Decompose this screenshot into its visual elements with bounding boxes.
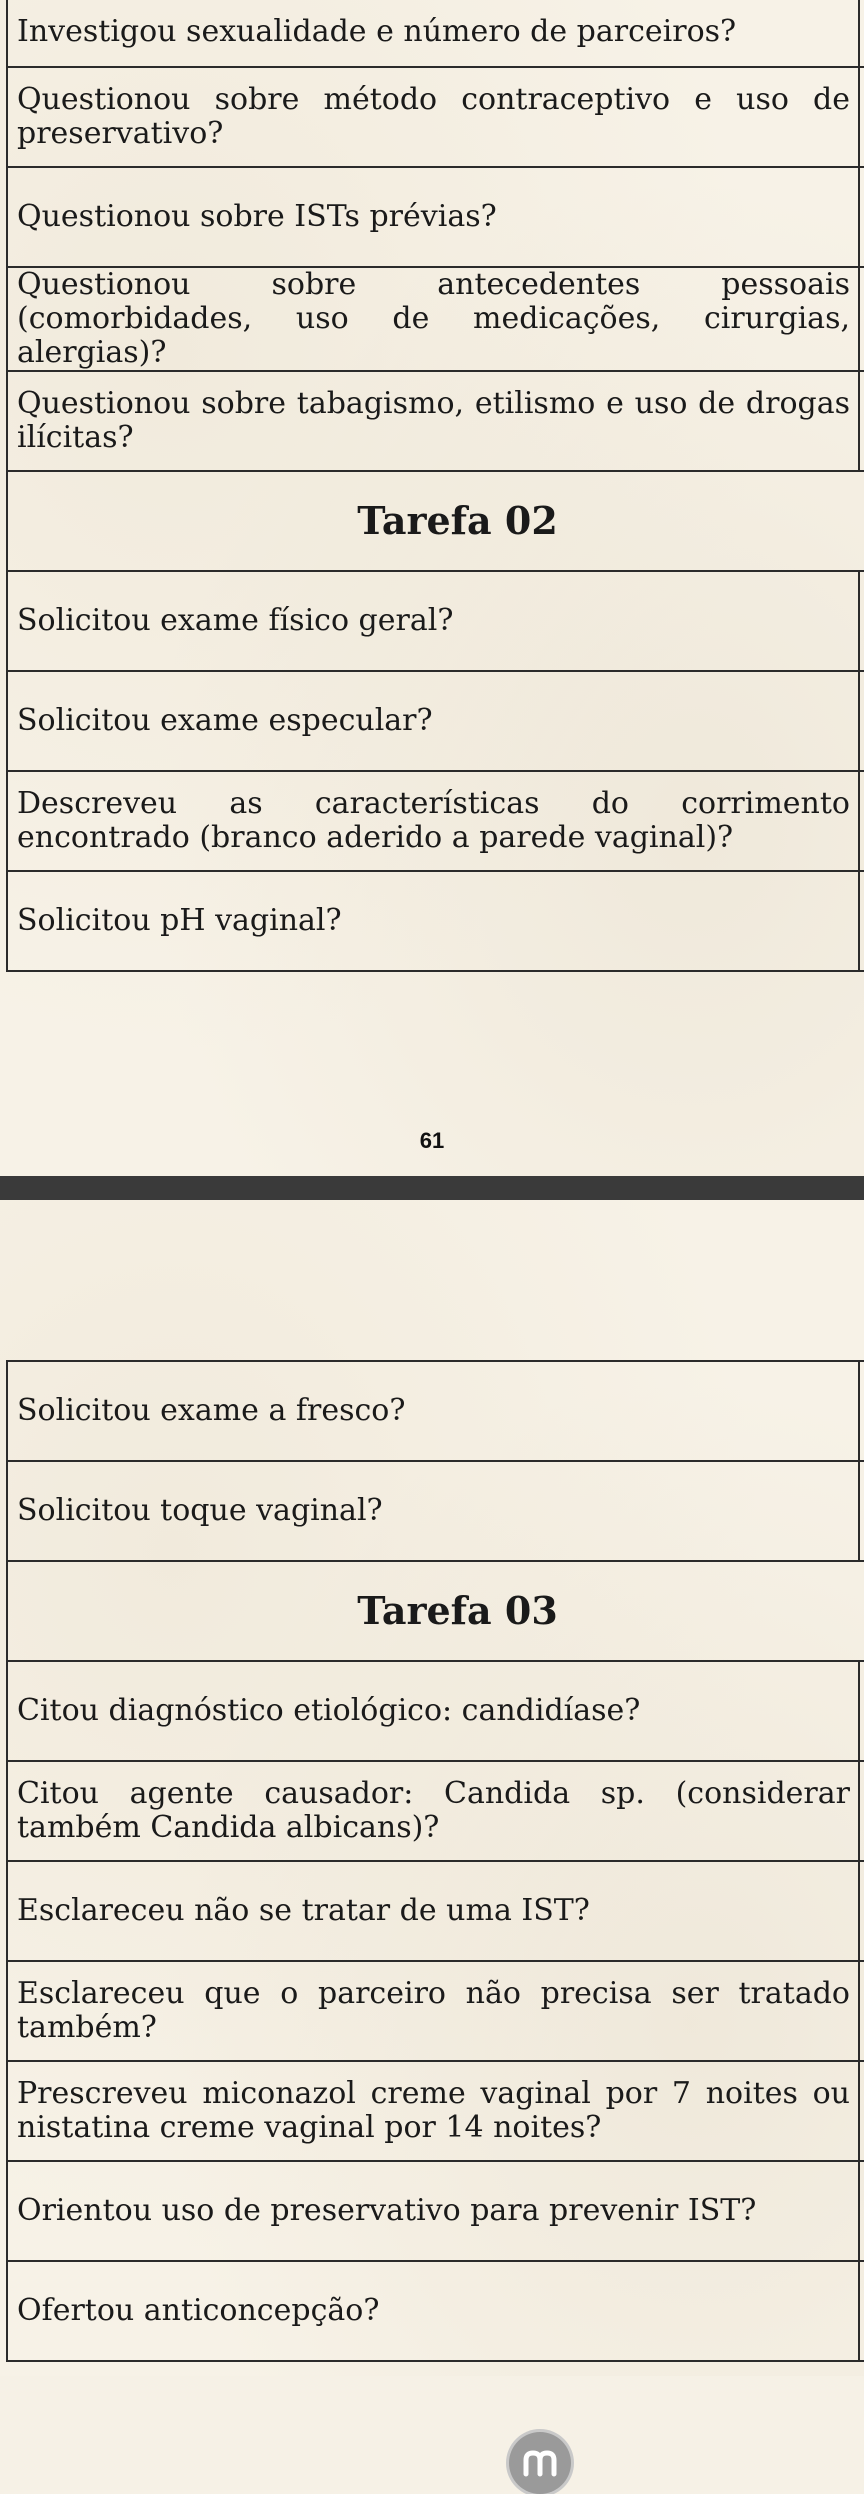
checklist-mark-cell[interactable] (859, 671, 864, 771)
checklist-item-text: Esclareceu não se tratar de uma IST? (7, 1861, 859, 1961)
checklist-row (7, 2061, 864, 2161)
checklist-row (7, 2161, 864, 2261)
checklist-mark-cell[interactable] (859, 0, 864, 67)
task-header-row (7, 1561, 864, 1661)
checklist-item-text: Descreveu as características do corrimento encontrado (branco aderido a parede vaginal)? (7, 771, 859, 871)
checklist-row (7, 0, 864, 67)
document-page-bottom (0, 1200, 864, 2376)
checklist-row (7, 571, 864, 671)
checklist-row (7, 2261, 864, 2361)
checklist-item-text: Questionou sobre tabagismo, etilismo e uso de drogas ilícitas? (7, 371, 859, 471)
checklist-mark-cell[interactable] (859, 1361, 864, 1461)
checklist-mark-cell[interactable] (859, 1961, 864, 2061)
checklist-item-text: Investigou sexualidade e número de parceiros? (7, 0, 859, 67)
checklist-mark-cell[interactable] (859, 167, 864, 267)
checklist-item-text: Solicitou exame a fresco? (7, 1361, 859, 1461)
checklist-item-text: Solicitou exame especular? (7, 671, 859, 771)
page-divider (0, 1176, 864, 1200)
checklist-item-text: Orientou uso de preservativo para prevenir IST? (7, 2161, 859, 2261)
checklist-row (7, 1361, 864, 1461)
checklist-item-text: Citou agente causador: Candida sp. (considerar também Candida albicans)? (7, 1761, 859, 1861)
checklist-row (7, 1661, 864, 1761)
checklist-row (7, 167, 864, 267)
task-header-row (7, 471, 864, 571)
checklist-mark-cell[interactable] (859, 771, 864, 871)
checklist-item-text: Prescreveu miconazol creme vaginal por 7 noites ou nistatina creme vaginal por 14 noites? (7, 2061, 859, 2161)
checklist-row (7, 1861, 864, 1961)
checklist-mark-cell[interactable] (859, 1761, 864, 1861)
checklist-row (7, 1761, 864, 1861)
logo-icon (509, 2432, 571, 2494)
checklist-mark-cell[interactable] (859, 267, 864, 371)
checklist-row (7, 1461, 864, 1561)
document-page-top (0, 0, 864, 1176)
checklist-table-bottom (6, 1360, 864, 2362)
checklist-item-text: Esclareceu que o parceiro não precisa ser tratado também? (7, 1961, 859, 2061)
checklist-row (7, 371, 864, 471)
logo-m-glyph (520, 2448, 560, 2478)
checklist-row (7, 771, 864, 871)
checklist-mark-cell[interactable] (859, 67, 864, 167)
checklist-body-top (7, 0, 864, 971)
checklist-mark-cell[interactable] (859, 1861, 864, 1961)
checklist-body-bottom (7, 1361, 864, 2361)
checklist-mark-cell[interactable] (859, 571, 864, 671)
page-number: 61 (419, 1128, 445, 1153)
checklist-item-text: Citou diagnóstico etiológico: candidíase? (7, 1661, 859, 1761)
task-heading: Tarefa 03 (7, 1561, 864, 1661)
checklist-mark-cell[interactable] (859, 2061, 864, 2161)
checklist-item-text: Questionou sobre antecedentes pessoais (comorbidades, uso de medicações, cirurgias, alergias)? (7, 267, 859, 371)
checklist-mark-cell[interactable] (859, 2261, 864, 2361)
checklist-table-top (6, 0, 864, 972)
checklist-row (7, 267, 864, 371)
checklist-row (7, 1961, 864, 2061)
checklist-item-text: Questionou sobre ISTs prévias? (7, 167, 859, 267)
checklist-row (7, 671, 864, 771)
checklist-mark-cell[interactable] (859, 1461, 864, 1561)
checklist-item-text: Solicitou toque vaginal? (7, 1461, 859, 1561)
checklist-mark-cell[interactable] (859, 371, 864, 471)
checklist-item-text: Ofertou anticoncepção? (7, 2261, 859, 2361)
checklist-item-text: Solicitou pH vaginal? (7, 871, 859, 971)
checklist-row (7, 871, 864, 971)
task-heading: Tarefa 02 (7, 471, 864, 571)
checklist-item-text: Solicitou exame físico geral? (7, 571, 859, 671)
checklist-mark-cell[interactable] (859, 2161, 864, 2261)
checklist-row (7, 67, 864, 167)
checklist-item-text: Questionou sobre método contraceptivo e uso de preservativo? (7, 67, 859, 167)
checklist-mark-cell[interactable] (859, 1661, 864, 1761)
checklist-mark-cell[interactable] (859, 871, 864, 971)
